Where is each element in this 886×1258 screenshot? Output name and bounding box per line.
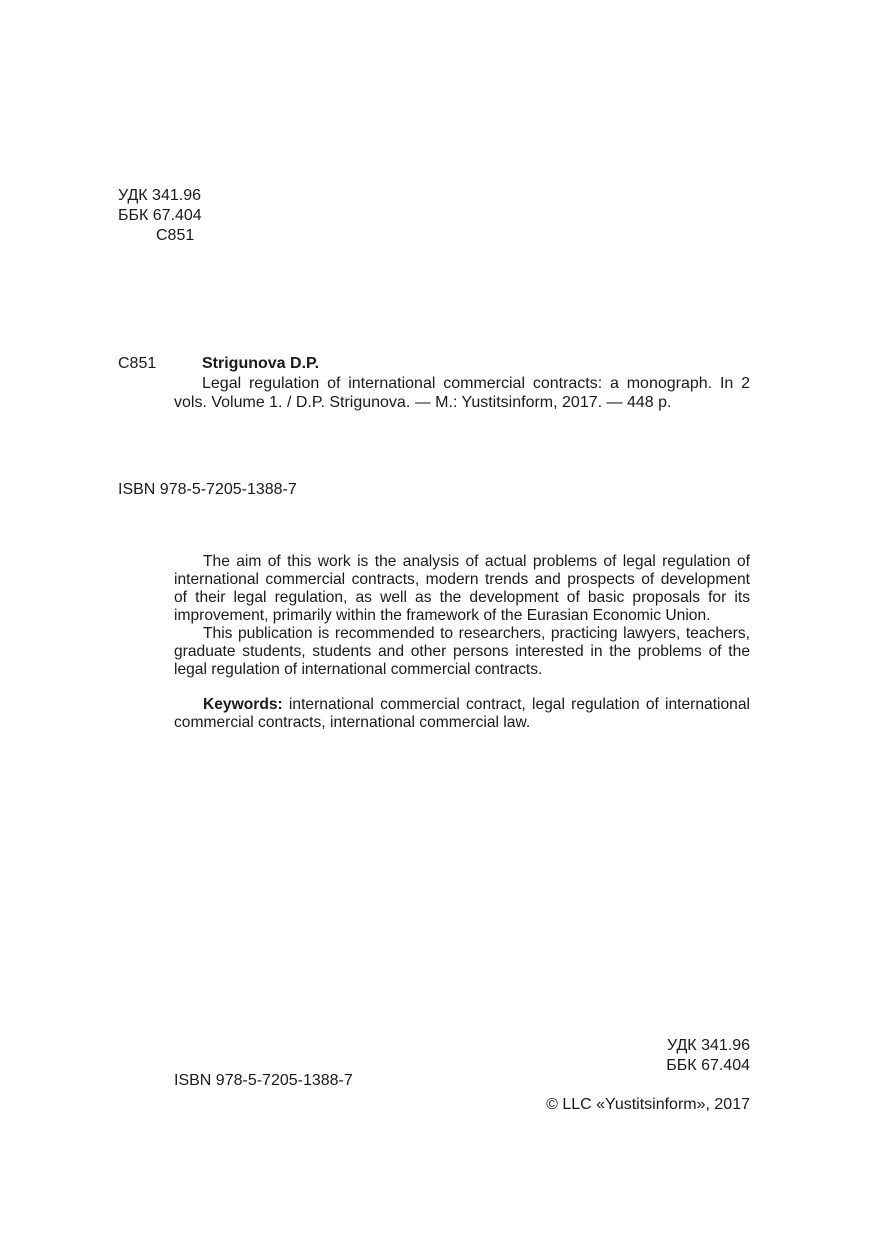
keywords-label: Keywords: [203,696,283,713]
udk-code-top: УДК 341.96 [118,187,201,204]
bbk-code-bottom: ББК 67.404 [666,1057,750,1074]
isbn-bottom: ISBN 978-5-7205-1388-7 [174,1072,353,1089]
copyright: © LLC «Yustitsinform», 2017 [546,1096,750,1113]
abstract [174,553,750,732]
author-sign-entry: С851 [118,355,157,372]
isbn-top: ISBN 978-5-7205-1388-7 [118,481,297,498]
abstract-paragraph-2: This publication is recommended to researchers, practicing lawyers, teachers, graduate students, students and other persons interested in the problems of the legal regulation of international commercial contracts. [174,625,750,678]
keywords-text: international commercial contract, legal regulation of international commercial contracts, international commercial law. [174,696,750,731]
bibliographic-title: Legal regulation of international commercial contracts: a monograph. In 2 vols. Volume 1. / D.P. Strigunova. — M.: Yustitsinform, 2017. — 448 p. [174,375,750,411]
bbk-code-top: ББК 67.404 [118,207,202,224]
udk-code-bottom: УДК 341.96 [667,1037,750,1054]
author-sign-top: С851 [156,227,195,244]
author-name: Strigunova D.P. [202,355,320,372]
keywords-paragraph [174,696,750,732]
abstract-paragraph-1: The aim of this work is the analysis of actual problems of legal regulation of international commercial contracts, modern trends and prospects of development of their legal regulation, as well as the development of basic proposals for its improvement, primarily within the framework of the Eurasian Economic Union. [174,553,750,624]
